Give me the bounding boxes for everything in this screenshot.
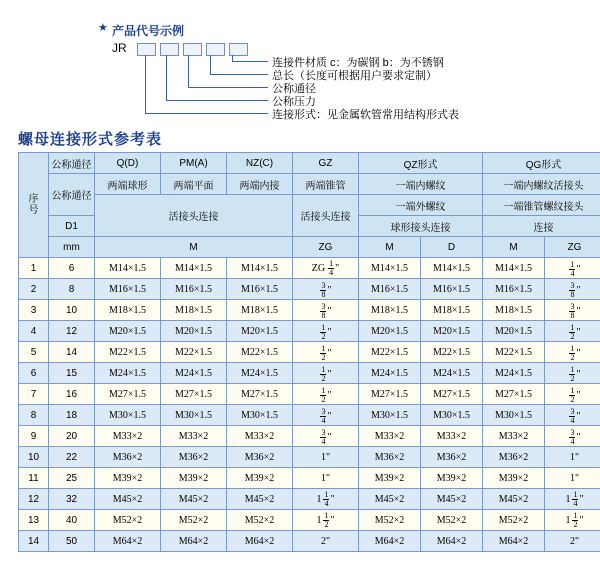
header-desc-qz: 一端内螺纹 [359,174,483,195]
cell-qg-zg: 1" [545,447,600,468]
cell-nz: M22×1.5 [227,342,293,363]
header-sub-qz: 球形接头连接 [359,216,483,237]
cell-pm: M27×1.5 [161,384,227,405]
cell-gz: 2" [293,531,359,552]
cell-gz: 1 $\frac{1}{4}$ " [293,489,359,510]
leader-line-h5 [232,61,268,62]
header-desc-qd: 两端球形 [95,174,161,195]
legend-title: 产品代号示例 [112,24,185,38]
cell-qz-m: M45×2 [359,489,421,510]
nut-connection-spec-table [18,152,600,552]
cell-qz-d: M52×2 [421,510,483,531]
cell-qg-m: M64×2 [483,531,545,552]
cell-qz-m: M14×1.5 [359,258,421,279]
cell-qg-zg: $\frac{3}{8}$ " [545,300,600,321]
table-row [19,363,600,384]
cell-qz-d: M30×1.5 [421,405,483,426]
cell-qg-zg: $\frac{3}{4}$ " [545,426,600,447]
header-desc-gz: 两端锥管 [293,174,359,195]
cell-qg-m: M24×1.5 [483,363,545,384]
cell-gz: $\frac{1}{2}$ " [293,363,359,384]
header-unit-qz-m: M [359,237,421,258]
cell-pm: M18×1.5 [161,300,227,321]
cell-qz-m: M64×2 [359,531,421,552]
cell-index: 14 [19,531,49,552]
code-box-2 [160,43,179,56]
legend-item-connection-type: 连接形式：见金属软管常用结构形式表 [272,109,459,121]
cell-gz: 1 $\frac{1}{2}$ " [293,510,359,531]
cell-nz: M64×2 [227,531,293,552]
spec-table-wrap [18,152,582,552]
table-row [19,321,600,342]
product-code-legend [0,0,600,128]
cell-gz: $\frac{1}{2}$ " [293,342,359,363]
cell-nz: M36×2 [227,447,293,468]
table-row [19,342,600,363]
cell-nz: M33×2 [227,426,293,447]
leader-line-h1 [145,113,268,114]
cell-gz: $\frac{3}{8}$ " [293,279,359,300]
cell-qz-m: M24×1.5 [359,363,421,384]
legend-item-material: 连接件材质 c：为碳钢 b：为不锈钢 [272,57,444,69]
cell-pm: M36×2 [161,447,227,468]
cell-qz-m: M18×1.5 [359,300,421,321]
cell-qg-zg: $\frac{1}{2}$ " [545,342,600,363]
cell-qd: M20×1.5 [95,321,161,342]
cell-qg-m: M16×1.5 [483,279,545,300]
page-title: 螺母连接形式参考表 [18,131,163,148]
cell-index: 4 [19,321,49,342]
header-index-line2: 号 [28,205,39,216]
cell-pm: M24×1.5 [161,363,227,384]
cell-qd: M22×1.5 [95,342,161,363]
cell-pm: M33×2 [161,426,227,447]
cell-index: 9 [19,426,49,447]
cell-index: 2 [19,279,49,300]
cell-qd: M64×2 [95,531,161,552]
table-row [19,447,600,468]
cell-qg-zg: 1 $\frac{1}{4}$ " [545,489,600,510]
cell-qz-m: M33×2 [359,426,421,447]
table-row [19,531,600,552]
cell-qz-m: M30×1.5 [359,405,421,426]
cell-qg-zg: 2" [545,531,600,552]
cell-qz-d: M24×1.5 [421,363,483,384]
star-icon: ★ [98,22,108,34]
cell-dn: 40 [49,510,95,531]
cell-pm: M45×2 [161,489,227,510]
cell-pm: M22×1.5 [161,342,227,363]
cell-pm: M16×1.5 [161,279,227,300]
cell-qz-m: M22×1.5 [359,342,421,363]
cell-pm: M52×2 [161,510,227,531]
header-dn-cn2: 公称通径 [49,174,95,216]
cell-nz: M20×1.5 [227,321,293,342]
header-index-line1: 序 [28,194,39,205]
cell-qd: M52×2 [95,510,161,531]
header-group-qz: QZ形式 [359,153,483,174]
cell-qg-m: M39×2 [483,468,545,489]
table-row [19,468,600,489]
header-group-qd: Q(D) [95,153,161,174]
legend-item-nominal-diameter: 公称通径 [272,83,316,95]
cell-pm: M20×1.5 [161,321,227,342]
table-row [19,510,600,531]
cell-qg-m: M30×1.5 [483,405,545,426]
header-desc-nz: 两端内接 [227,174,293,195]
header-group-qg: QG形式 [483,153,600,174]
cell-nz: M27×1.5 [227,384,293,405]
header-unit-qg-m: M [483,237,545,258]
header-desc-pm: 两端平面 [161,174,227,195]
cell-gz: $\frac{3}{4}$ " [293,426,359,447]
cell-gz: 1" [293,468,359,489]
cell-gz: 1" [293,447,359,468]
cell-nz: M16×1.5 [227,279,293,300]
cell-qg-zg: 1" [545,468,600,489]
table-header [19,153,600,258]
cell-qd: M18×1.5 [95,300,161,321]
cell-gz: $\frac{3}{8}$ " [293,300,359,321]
cell-qd: M24×1.5 [95,363,161,384]
header-unit-qz-d: D [421,237,483,258]
cell-qz-d: M22×1.5 [421,342,483,363]
header-unit-m: M [95,237,293,258]
cell-dn: 22 [49,447,95,468]
leader-line-v3 [188,55,189,87]
cell-dn: 12 [49,321,95,342]
cell-qz-d: M20×1.5 [421,321,483,342]
cell-qz-m: M52×2 [359,510,421,531]
header-row-unit [19,237,600,258]
cell-qg-zg: $\frac{1}{4}$ " [545,258,600,279]
cell-nz: M45×2 [227,489,293,510]
header-unit-qg-zg: ZG [545,237,600,258]
cell-qd: M14×1.5 [95,258,161,279]
cell-qz-d: M16×1.5 [421,279,483,300]
header-desc-qg: 一端内螺纹活接头 [483,174,600,195]
header-dn-cn: 公称通径 [49,153,95,174]
header-row-code [19,153,600,174]
cell-index: 12 [19,489,49,510]
leader-line-h2 [166,100,268,101]
cell-qg-m: M20×1.5 [483,321,545,342]
table-row [19,258,600,279]
cell-qz-d: M64×2 [421,531,483,552]
header-group-pm: PM(A) [161,153,227,174]
header-dn-mm: mm [49,237,95,258]
legend-item-total-length: 总长（长度可根据用户要求定制） [272,70,437,82]
cell-dn: 20 [49,426,95,447]
cell-qd: M36×2 [95,447,161,468]
cell-nz: M30×1.5 [227,405,293,426]
cell-nz: M18×1.5 [227,300,293,321]
cell-gz: $\frac{1}{2}$ " [293,384,359,405]
table-row [19,279,600,300]
cell-qd: M39×2 [95,468,161,489]
header-unit-zg: ZG [293,237,359,258]
header-group-nz: NZ(C) [227,153,293,174]
cell-qg-zg: $\frac{3}{4}$ " [545,405,600,426]
cell-index: 11 [19,468,49,489]
cell-qz-m: M36×2 [359,447,421,468]
leader-line-h4 [210,74,268,75]
cell-qg-zg: $\frac{1}{2}$ " [545,384,600,405]
cell-qg-m: M14×1.5 [483,258,545,279]
cell-gz: ZG $\frac{1}{4}$ " [293,258,359,279]
cell-dn: 50 [49,531,95,552]
cell-qg-m: M18×1.5 [483,300,545,321]
cell-nz: M14×1.5 [227,258,293,279]
cell-gz: $\frac{3}{4}$ " [293,405,359,426]
cell-qz-d: M33×2 [421,426,483,447]
cell-pm: M39×2 [161,468,227,489]
cell-qg-zg: 1 $\frac{1}{2}$ " [545,510,600,531]
cell-qg-zg: $\frac{3}{8}$ " [545,279,600,300]
cell-qz-d: M39×2 [421,468,483,489]
header-index [19,153,49,258]
cell-dn: 10 [49,300,95,321]
cell-qz-d: M18×1.5 [421,300,483,321]
cell-pm: M30×1.5 [161,405,227,426]
cell-index: 13 [19,510,49,531]
cell-qg-zg: $\frac{1}{2}$ " [545,363,600,384]
cell-qd: M16×1.5 [95,279,161,300]
cell-qz-d: M45×2 [421,489,483,510]
cell-dn: 8 [49,279,95,300]
leader-line-v2 [166,55,167,100]
product-code-prefix: JR [112,41,127,55]
header-desc2-qz: 一端外螺纹 [359,195,483,216]
header-sub-qd: 活接头连接 [95,195,293,237]
cell-qz-m: M39×2 [359,468,421,489]
cell-gz: $\frac{1}{2}$ " [293,321,359,342]
cell-nz: M39×2 [227,468,293,489]
cell-qz-d: M27×1.5 [421,384,483,405]
cell-qd: M45×2 [95,489,161,510]
cell-qz-d: M36×2 [421,447,483,468]
cell-qd: M30×1.5 [95,405,161,426]
header-sub-gz: 活接头连接 [293,195,359,237]
table-row [19,300,600,321]
cell-dn: 6 [49,258,95,279]
code-box-4 [206,43,225,56]
cell-dn: 18 [49,405,95,426]
leader-line-h3 [188,87,268,88]
legend-item-nominal-pressure: 公称压力 [272,96,316,108]
table-row [19,405,600,426]
cell-qg-m: M52×2 [483,510,545,531]
cell-index: 5 [19,342,49,363]
cell-pm: M64×2 [161,531,227,552]
cell-index: 7 [19,384,49,405]
cell-dn: 32 [49,489,95,510]
cell-qz-d: M14×1.5 [421,258,483,279]
cell-qg-m: M45×2 [483,489,545,510]
cell-dn: 15 [49,363,95,384]
cell-index: 8 [19,405,49,426]
table-body [19,258,600,552]
header-row-desc2 [19,195,600,216]
code-box-3 [183,43,202,56]
header-desc2-qg: 一端锥管螺纹接头 [483,195,600,216]
cell-nz: M52×2 [227,510,293,531]
cell-qz-m: M20×1.5 [359,321,421,342]
cell-qg-m: M27×1.5 [483,384,545,405]
table-row [19,489,600,510]
cell-index: 3 [19,300,49,321]
cell-qd: M33×2 [95,426,161,447]
header-sub-qg: 连接 [483,216,600,237]
cell-qg-zg: $\frac{1}{2}$ " [545,321,600,342]
cell-dn: 16 [49,384,95,405]
cell-dn: 14 [49,342,95,363]
cell-index: 6 [19,363,49,384]
table-row [19,426,600,447]
code-box-1 [137,43,156,56]
cell-qz-m: M27×1.5 [359,384,421,405]
header-row-desc [19,174,600,195]
cell-qg-m: M36×2 [483,447,545,468]
cell-pm: M14×1.5 [161,258,227,279]
header-dn-d1: D1 [49,216,95,237]
cell-qg-m: M33×2 [483,426,545,447]
cell-index: 10 [19,447,49,468]
leader-line-v4 [210,55,211,74]
cell-qg-m: M22×1.5 [483,342,545,363]
cell-nz: M24×1.5 [227,363,293,384]
leader-line-v1 [145,55,146,113]
cell-qd: M27×1.5 [95,384,161,405]
cell-qz-m: M16×1.5 [359,279,421,300]
header-group-gz: GZ [293,153,359,174]
table-row [19,384,600,405]
cell-index: 1 [19,258,49,279]
cell-dn: 25 [49,468,95,489]
